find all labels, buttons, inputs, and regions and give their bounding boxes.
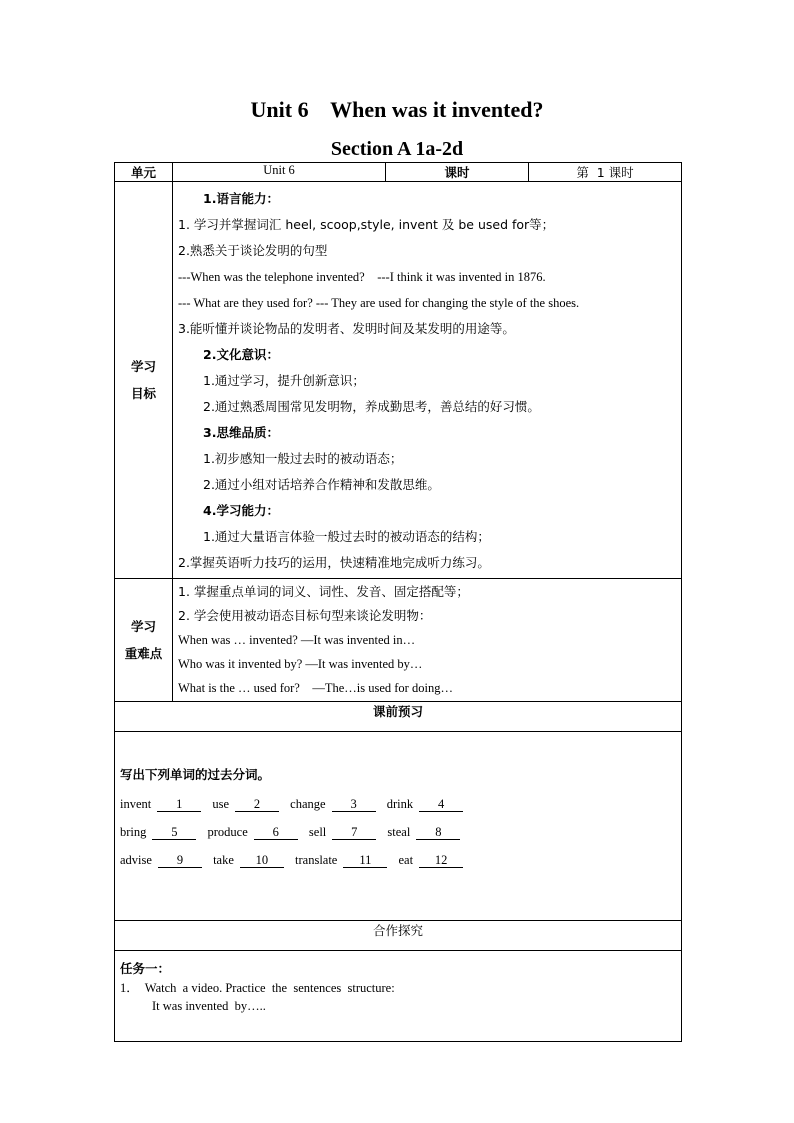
lesson-plan-table <box>114 162 682 1042</box>
preview-heading-row <box>115 702 682 732</box>
preview-heading: 课前预习 <box>115 702 682 732</box>
answer-blank[interactable]: 11 <box>343 853 387 868</box>
objective-line: 4.学习能力： <box>203 503 279 518</box>
objective-line: 2.文化意识： <box>203 347 279 362</box>
answer-blank[interactable]: 3 <box>332 797 376 812</box>
task-label: 任务一： <box>120 961 171 976</box>
objectives-label: 学习 目标 <box>115 182 173 579</box>
answer-blank[interactable]: 4 <box>419 797 463 812</box>
cooperate-content <box>115 951 682 1042</box>
preview-word-row: bring 5 produce 6 sell 7 steal 8 <box>115 818 681 846</box>
page-title: Unit 6 When was it invented? <box>250 97 544 122</box>
objective-line: --- What are they used for? --- They are used for changing the style of the shoes. <box>178 296 580 310</box>
objective-line: 2.熟悉关于谈论发明的句型 <box>178 243 328 258</box>
page-subtitle: Section A 1a-2d <box>330 138 464 160</box>
preview-word-row: advise 9 take 10 translate 11 eat 12 <box>115 846 681 874</box>
key-point-line: Who was it invented by? —It was invented by… <box>178 657 423 671</box>
objective-line: 1.初步感知一般过去时的被动语态； <box>203 451 403 466</box>
task-item-sub: It was invented by….. <box>152 999 266 1013</box>
objective-line: 1.通过学习，提升创新意识； <box>203 373 365 388</box>
key-point-line: 1. 掌握重点单词的词义、词性、发音、固定搭配等； <box>178 584 469 599</box>
objective-line: 1.通过大量语言体验一般过去时的被动语态的结构； <box>203 529 490 544</box>
answer-blank[interactable]: 6 <box>254 825 298 840</box>
preview-content <box>115 732 682 921</box>
answer-blank[interactable]: 10 <box>240 853 284 868</box>
cooperate-heading: 合作探究 <box>115 921 682 951</box>
unit-label: 单元 <box>115 163 173 182</box>
objectives-row <box>115 182 682 579</box>
cooperate-row <box>115 951 682 1042</box>
answer-blank[interactable]: 12 <box>419 853 463 868</box>
objective-line: 2.通过小组对话培养合作精神和发散思维。 <box>203 477 440 492</box>
task-item: 1． Watch a video. Practice the sentences structure: <box>120 981 395 995</box>
unit-value: Unit 6 <box>173 163 386 182</box>
preview-instruction: 写出下列单词的过去分词。 <box>120 767 271 782</box>
objectives-content <box>173 182 682 579</box>
key-points-content <box>173 579 682 702</box>
objective-line: ---When was the telephone invented? ---I think it was invented in 1876. <box>178 270 546 284</box>
objective-line: 1. 学习并掌握词汇 heel, scoop,style, invent 及 be used for等； <box>178 217 555 232</box>
key-points-label: 学习 重难点 <box>115 579 173 702</box>
period-value: 第 1 课时 <box>529 163 682 182</box>
answer-blank[interactable]: 7 <box>332 825 376 840</box>
objective-line: 1.语言能力： <box>203 191 279 206</box>
objective-line: 3.能听懂并谈论物品的发明者、发明时间及某发明的用途等。 <box>178 321 515 336</box>
answer-blank[interactable]: 8 <box>416 825 460 840</box>
header-row <box>115 163 682 182</box>
answer-blank[interactable]: 1 <box>157 797 201 812</box>
objective-line: 3.思维品质： <box>203 425 279 440</box>
period-label: 课时 <box>386 163 529 182</box>
answer-blank[interactable]: 5 <box>152 825 196 840</box>
objective-line: 2.通过熟悉周围常见发明物，养成勤思考，善总结的好习惯。 <box>203 399 540 414</box>
key-points-row <box>115 579 682 702</box>
preview-row <box>115 732 682 921</box>
key-point-line: When was … invented? —It was invented in… <box>178 633 416 647</box>
preview-word-row: invent 1 use 2 change 3 drink 4 <box>115 790 681 818</box>
key-point-line: What is the … used for? —The…is used for doing… <box>178 681 453 695</box>
objective-line: 2.掌握英语听力技巧的运用，快速精准地完成听力练习。 <box>178 555 490 570</box>
answer-blank[interactable]: 9 <box>158 853 202 868</box>
cooperate-heading-row <box>115 921 682 951</box>
answer-blank[interactable]: 2 <box>235 797 279 812</box>
key-point-line: 2. 学会使用被动语态目标句型来谈论发明物： <box>178 608 432 623</box>
